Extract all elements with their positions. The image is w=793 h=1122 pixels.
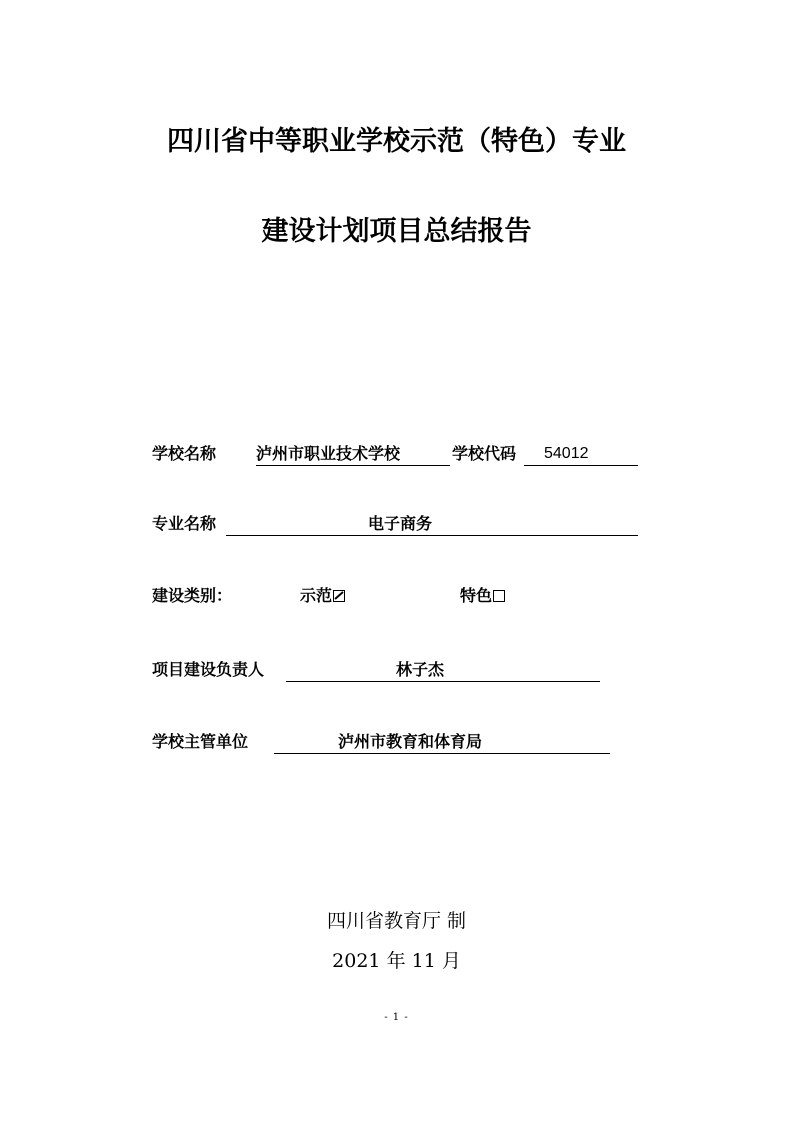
build-type-option-demo[interactable] bbox=[300, 584, 345, 608]
checkmark-icon bbox=[333, 590, 345, 602]
page-number: - 1 - bbox=[384, 1012, 409, 1023]
major-name-row bbox=[152, 512, 642, 536]
authority-value: 泸州市教育和体育局 bbox=[338, 732, 483, 751]
build-type-feature-label: 特色 bbox=[460, 586, 493, 605]
major-name-label: 专业名称 bbox=[152, 514, 217, 533]
major-name-value: 电子商务 bbox=[368, 514, 433, 533]
school-code-label: 学校代码 bbox=[452, 444, 517, 463]
build-type-option-feature[interactable] bbox=[460, 584, 505, 608]
project-lead-row bbox=[152, 658, 612, 682]
project-lead-value: 林子杰 bbox=[396, 660, 445, 679]
school-name-label: 学校名称 bbox=[152, 444, 217, 463]
report-title-line-1: 四川省中等职业学校示范（特色）专业 bbox=[167, 126, 626, 157]
build-type-label: 建设类别： bbox=[152, 586, 233, 605]
report-title-line-2: 建设计划项目总结报告 bbox=[261, 216, 532, 247]
authority-label: 学校主管单位 bbox=[152, 732, 249, 751]
build-type-demo-label: 示范 bbox=[300, 586, 333, 605]
build-type-row bbox=[152, 584, 642, 608]
issuer-line: 四川省教育厅 制 bbox=[326, 910, 467, 932]
school-code-value: 54012 bbox=[544, 445, 589, 462]
demo-checkbox-checked[interactable] bbox=[333, 590, 345, 602]
project-lead-label: 项目建设负责人 bbox=[152, 660, 265, 679]
date-line: 2021 年 11 月 bbox=[332, 950, 461, 972]
feature-checkbox-unchecked[interactable] bbox=[493, 590, 505, 602]
authority-row bbox=[152, 730, 622, 754]
school-name-row bbox=[152, 442, 642, 466]
school-name-value: 泸州市职业技术学校 bbox=[256, 444, 401, 463]
